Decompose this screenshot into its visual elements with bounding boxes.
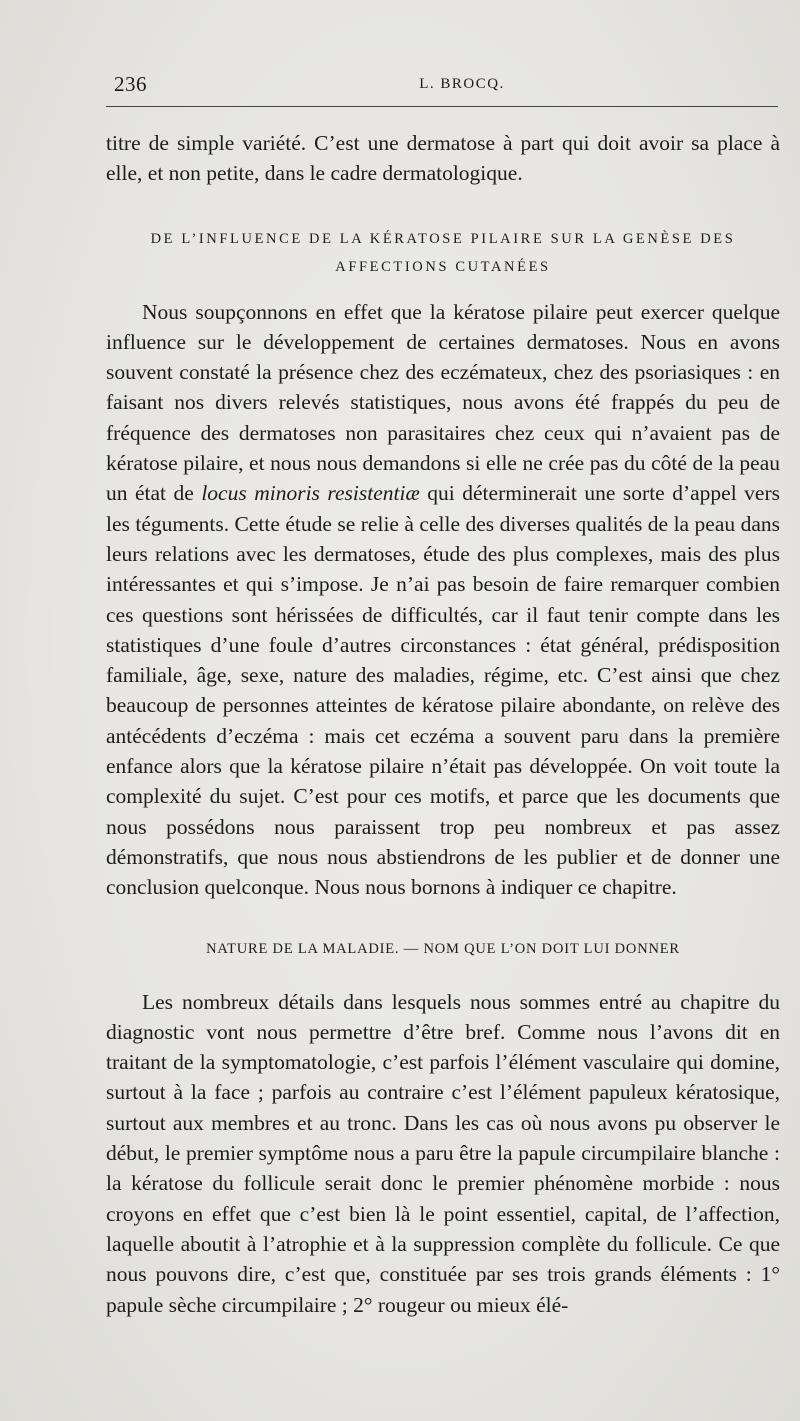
paragraph-text-start: Nous soupçonnons en effet que la kératose pilaire peut exercer quelque influence sur le développement de certaines dermatoses. Nous en avons souvent constaté la présence chez des eczémateux, chez des psoriasiques : en faisant nos divers relevés statistiques, nous avons été frappés du peu de fréquence des dermatoses non parasitaires chez ceux qui n’avaient pas de kératose pilaire, et nous nous demandons si elle ne crée pas du côté de la peau un état de [106, 299, 780, 506]
paragraph-text-end: qui déterminerait une sorte d’appel vers les téguments. Cette étude se relie à celle des diverses qualités de la peau dans leurs relations avec les dermatoses, étude des plus complexes, mais des plus intéressantes et qui s’impose. Je n’ai pas besoin de faire remarquer combien ces questions sont hérissées de difficultés, car il faut tenir compte dans les statistiques d’une foule d’autres circonstances : état général, prédisposition familiale, âge, sexe, nature des maladies, régime, etc. C’est ainsi que chez beaucoup de personnes atteintes de kératose pilaire abondante, on relève des antécédents d’eczéma : mais cet eczéma a souvent paru dans la première enfance alors que la kératose pilaire n’était pas développée. On voit toute la complexité du sujet. C’est pour ces motifs, et parce que les documents que nous possédons nous paraissent trop peu nombreux et pas assez démonstratifs, que nous nous abstiendrons de les publier et de donner une conclusion quelconque. Nous nous bornons à indiquer ce chapitre. [106, 481, 780, 900]
paragraph-keratose-influence [106, 297, 780, 903]
section-title-keratose-influence: DE L’INFLUENCE DE LA KÉRATOSE PILAIRE SUR LA GENÈSE DES AFFECTIONS CUTANÉES [150, 230, 736, 275]
intro-paragraph: titre de simple variété. C’est une dermatose à part qui doit avoir sa place à elle, et non petite, dans le cadre dermatologique. [106, 131, 780, 186]
paragraph-nature-maladie: Les nombreux détails dans lesquels nous sommes entré au chapitre du diagnostic vont nous permettre d’être bref. Comme nous l’avons dit en traitant de la symptomatologie, c’est parfois l’élément vasculaire qui domine, surtout à la face ; parfois au contraire c’est l’élément papuleux kératosique, surtout aux membres et au tronc. Dans les cas où nous avons pu observer le début, le premier symptôme nous a paru être la papule circumpilaire blanche : la kératose du follicule serait donc le premier phénomène morbide : nous croyons en effet que c’est bien là le point essentiel, capital, de l’affection, laquelle aboutit à l’atrophie et à la suppression complète du follicule. Ce que nous pouvons dire, c’est que, constituée par ses trois grands éléments : 1° papule sèche circumpilaire ; 2° rougeur ou mieux élé- [106, 989, 780, 1317]
page-number: 236 [114, 72, 147, 96]
header-rule [106, 106, 778, 107]
page-header [108, 62, 776, 102]
section-title-nature-maladie: NATURE DE LA MALADIE. — NOM QUE L’ON DOIT LUI DONNER [206, 940, 680, 957]
latin-phrase: locus minoris resistentiæ [201, 481, 420, 506]
page-body [106, 128, 780, 1320]
running-head: L. BROCQ. [419, 76, 505, 92]
